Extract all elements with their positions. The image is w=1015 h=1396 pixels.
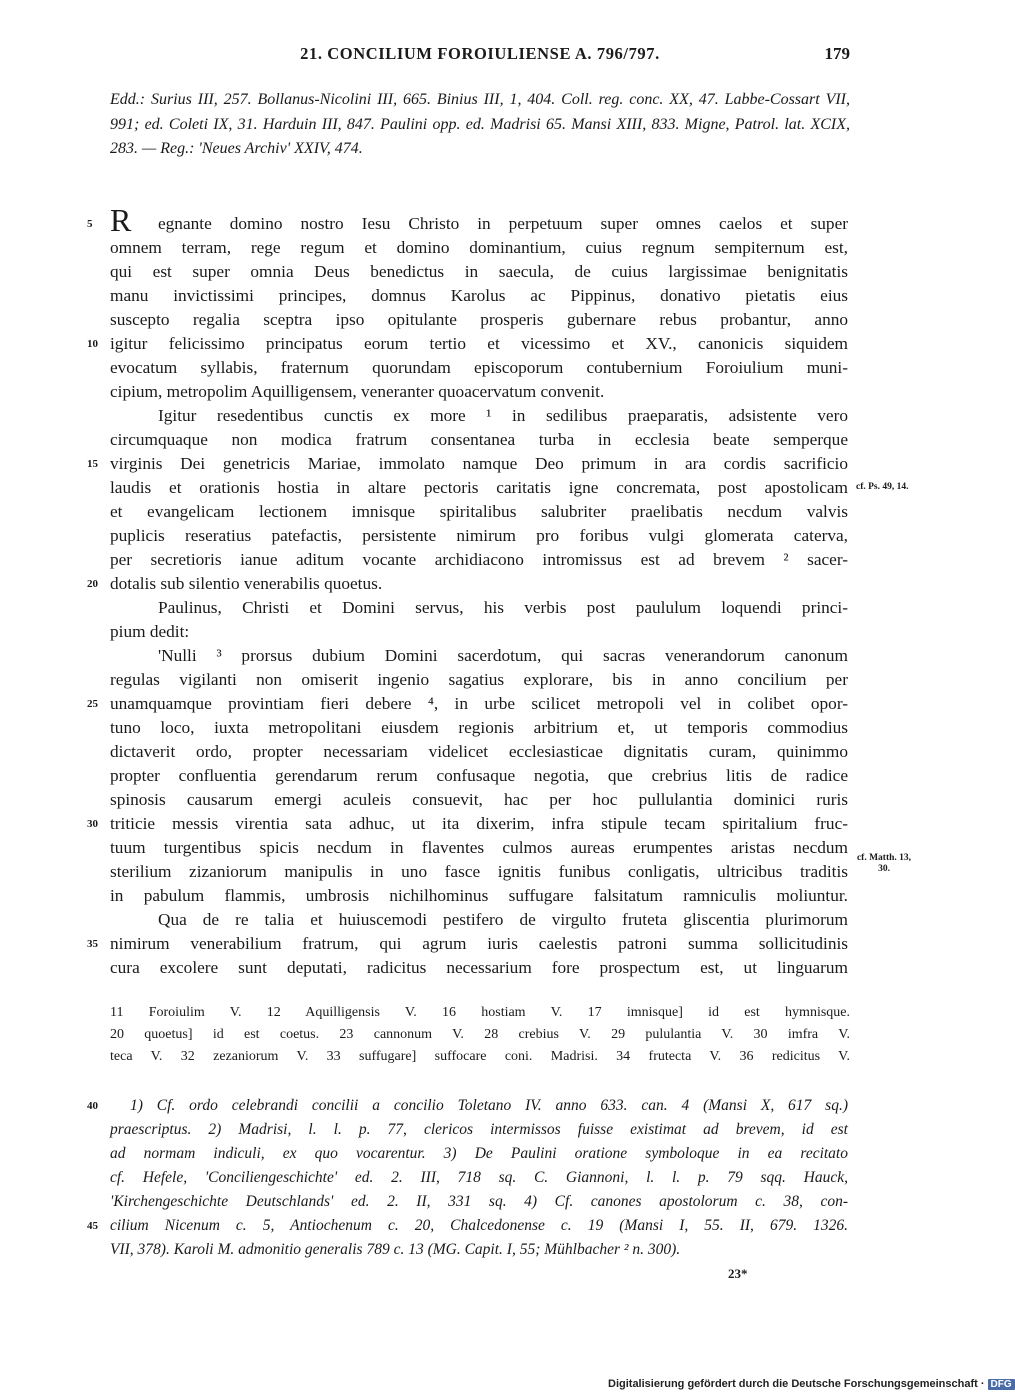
text-line: suscepto regalia sceptra ipso opitulante prosperis gubernare rebus probantur, anno: [110, 310, 848, 329]
text-line: dictaverit ordo, propter necessariam videlicet ecclesiasticae dignitatis curam, quinimmo: [110, 742, 848, 761]
text-line: per secretioris ianue aditum vocante archidiacono intromissus est ad brevem ² sacer-: [110, 550, 848, 569]
line-number: 25: [87, 698, 98, 710]
text-line: circumquaque non modica fratrum consentanea turba in ecclesia beate semperque: [110, 430, 848, 449]
text-line: igitur felicissimo principatus eorum tertio et vicessimo et XV., canonicis siquidem: [110, 334, 848, 353]
text-line: evocatum syllabis, fraternum quorundam episcoporum contubernium Foroiulium muni-: [110, 358, 848, 377]
text-line: in pabulum flammis, umbrosis nichilhominus suffugare falsitatum ramniculis moliuntur.: [110, 886, 848, 905]
text-line: tuno loco, iuxta metropolitani eiusdem regionis arbitrium et, ut temporis commodius: [110, 718, 848, 737]
text-line: virginis Dei genetricis Mariae, immolato namque Deo primum in ara cordis sacrificio: [110, 454, 848, 473]
text-line: Igitur resedentibus cunctis ex more ¹ in sedilibus praeparatis, adsistente vero: [158, 406, 848, 425]
text-line: sterilium zizaniorum manipulis in uno fasce ignitis funibus conligatis, ultricibus traditis: [110, 862, 848, 881]
text-line: Paulinus, Christi et Domini servus, his verbis post paululum loquendi princi-: [158, 598, 848, 617]
line-number: 15: [87, 458, 98, 470]
text-line: laudis et orationis hostia in altare pectoris caritatis igne concremata, post apostolicam: [110, 478, 848, 497]
text-line: pium dedit:: [110, 622, 190, 641]
apparatus-line: 11 Foroiulim V. 12 Aquilligensis V. 16 hostiam V. 17 imnisque] id est hymnisque.: [110, 1005, 850, 1020]
margin-note: cf. Matth. 13, 30.: [856, 853, 912, 874]
line-number: 45: [87, 1220, 98, 1232]
apparatus-line: 20 quoetus] id est coetus. 23 cannonum V. 28 crebius V. 29 pululantia V. 30 imfra V.: [110, 1027, 850, 1042]
signature-mark: 23*: [728, 1266, 748, 1281]
dfg-logo: DFG: [988, 1379, 1015, 1390]
footnote-line: ad normam indiculi, ex quo vocarentur. 3) De Paulini oratione symboloque in ea recitato: [110, 1145, 848, 1162]
footnote-line: 1) Cf. ordo celebrandi concilii a concilio Toletano IV. anno 633. can. 4 (Mansi X, 617 sq.): [130, 1097, 848, 1114]
text-line: omnem terram, rege regum et domino dominantium, cuius regnum sempiternum est,: [110, 238, 848, 257]
text-line: cipium, metropolim Aquilligensem, veneranter quoacervatum convenit.: [110, 382, 605, 401]
text-line: 'Nulli ³ prorsus dubium Domini sacerdotum, qui sacras venerandorum canonum: [158, 646, 848, 665]
editions-note: Edd.: Surius III, 257. Bollanus-Nicolini III, 665. Binius III, 1, 404. Coll. reg. conc. XX, 47. Labbe-Cossart VII, 991; ed. Coleti IX, 31. Harduin III, 847. Paulini opp. ed. Madrisi 65. Mansi XIII, 833. Migne, Patrol. lat. XCIX, 283. — Reg.: 'Neues Archiv' XXIV, 474.: [110, 91, 850, 158]
text-line: et evangelicam lectionem imnisque spiritalibus salubriter praelibatis necdum valvis: [110, 502, 848, 521]
text-line: manu invictissimi principes, domnus Karolus ac Pippinus, donativo pietatis eius: [110, 286, 848, 305]
text-line: nimirum venerabilium fratrum, qui agrum iuris caelestis patroni summa sollicitudinis: [110, 934, 848, 953]
drop-cap: R: [110, 202, 132, 238]
text-line: tuum turgentibus spicis necdum in flaventes culmos aureas erumpentes aristas necdum: [110, 838, 848, 857]
line-number: 10: [87, 338, 98, 350]
text-line: dotalis sub silentio venerabilis quoetus.: [110, 574, 383, 593]
running-title: 21. CONCILIUM FOROIULIENSE A. 796/797.: [300, 44, 660, 63]
text-line: qui est super omnia Deus benedictus in saecula, de cuius largissimae benignitatis: [110, 262, 848, 281]
funding-text: Digitalisierung gefördert durch die Deutsche Forschungsgemeinschaft ·: [608, 1378, 985, 1390]
apparatus-line: teca V. 32 zezaniorum V. 33 suffugare] suffocare coni. Madrisi. 34 frutecta V. 36 redicitus V.: [110, 1049, 850, 1064]
footnote-line: VII, 378). Karoli M. admonitio generalis 789 c. 13 (MG. Capit. I, 55; Mühlbacher ² n. 300).: [110, 1241, 681, 1258]
footnote-line: cf. Hefele, 'Conciliengeschichte' ed. 2. III, 718 sq. C. Giannoni, l. l. p. 79 sqq. Hauck,: [110, 1169, 848, 1186]
line-number: 5: [87, 218, 93, 230]
footnote-line: 'Kirchengeschichte Deutschlands' ed. 2. II, 331 sq. 4) Cf. canones apostolorum c. 38, con-: [110, 1193, 848, 1210]
text-line: Qua de re talia et huiuscemodi pestifero de virgulto fruteta gliscentia plurimorum: [158, 910, 848, 929]
page-number: 179: [824, 44, 850, 63]
line-number: 35: [87, 938, 98, 950]
text-line: regulas vigilanti non omiserit ingenio sagatius explorare, bis in anno concilium per: [110, 670, 848, 689]
text-line: unamquamque provintiam fieri debere ⁴, in urbe scilicet metropoli vel in colibet opor-: [110, 694, 848, 713]
text-line: triticie messis virentia sata adhuc, ut ita dixerim, infra stipule tecam spiritalium fruc-: [110, 814, 848, 833]
funding-footer: [608, 1378, 1015, 1390]
footnote-line: praescriptus. 2) Madrisi, l. l. p. 77, clericos intermissos fuisse existimat ad brevem, id est: [110, 1121, 848, 1138]
text-line: cura excolere sunt deputati, radicitus necessarium fore prospectum est, ut linguarum: [110, 958, 848, 977]
line-number: 40: [87, 1100, 98, 1112]
line-number: 30: [87, 818, 98, 830]
text-line: egnante domino nostro Iesu Christo in perpetuum super omnes caelos et super: [158, 214, 848, 233]
footnote-line: cilium Nicenum c. 5, Antiochenum c. 20, Chalcedonense c. 19 (Mansi I, 55. II, 679. 1326.: [110, 1217, 848, 1234]
text-line: spinosis causarum emergi aculeis consuevit, hac per hoc pullulantia dominici ruris: [110, 790, 848, 809]
margin-note: cf. Ps. 49, 14.: [856, 482, 909, 492]
text-line: propter confluentia gerendarum rerum confusaque negotia, que crebrius litis de radice: [110, 766, 848, 785]
text-line: puplicis reseratius patefactis, persistente nimirum pro foribus vulgi glomerata caterva,: [110, 526, 848, 545]
line-number: 20: [87, 578, 98, 590]
